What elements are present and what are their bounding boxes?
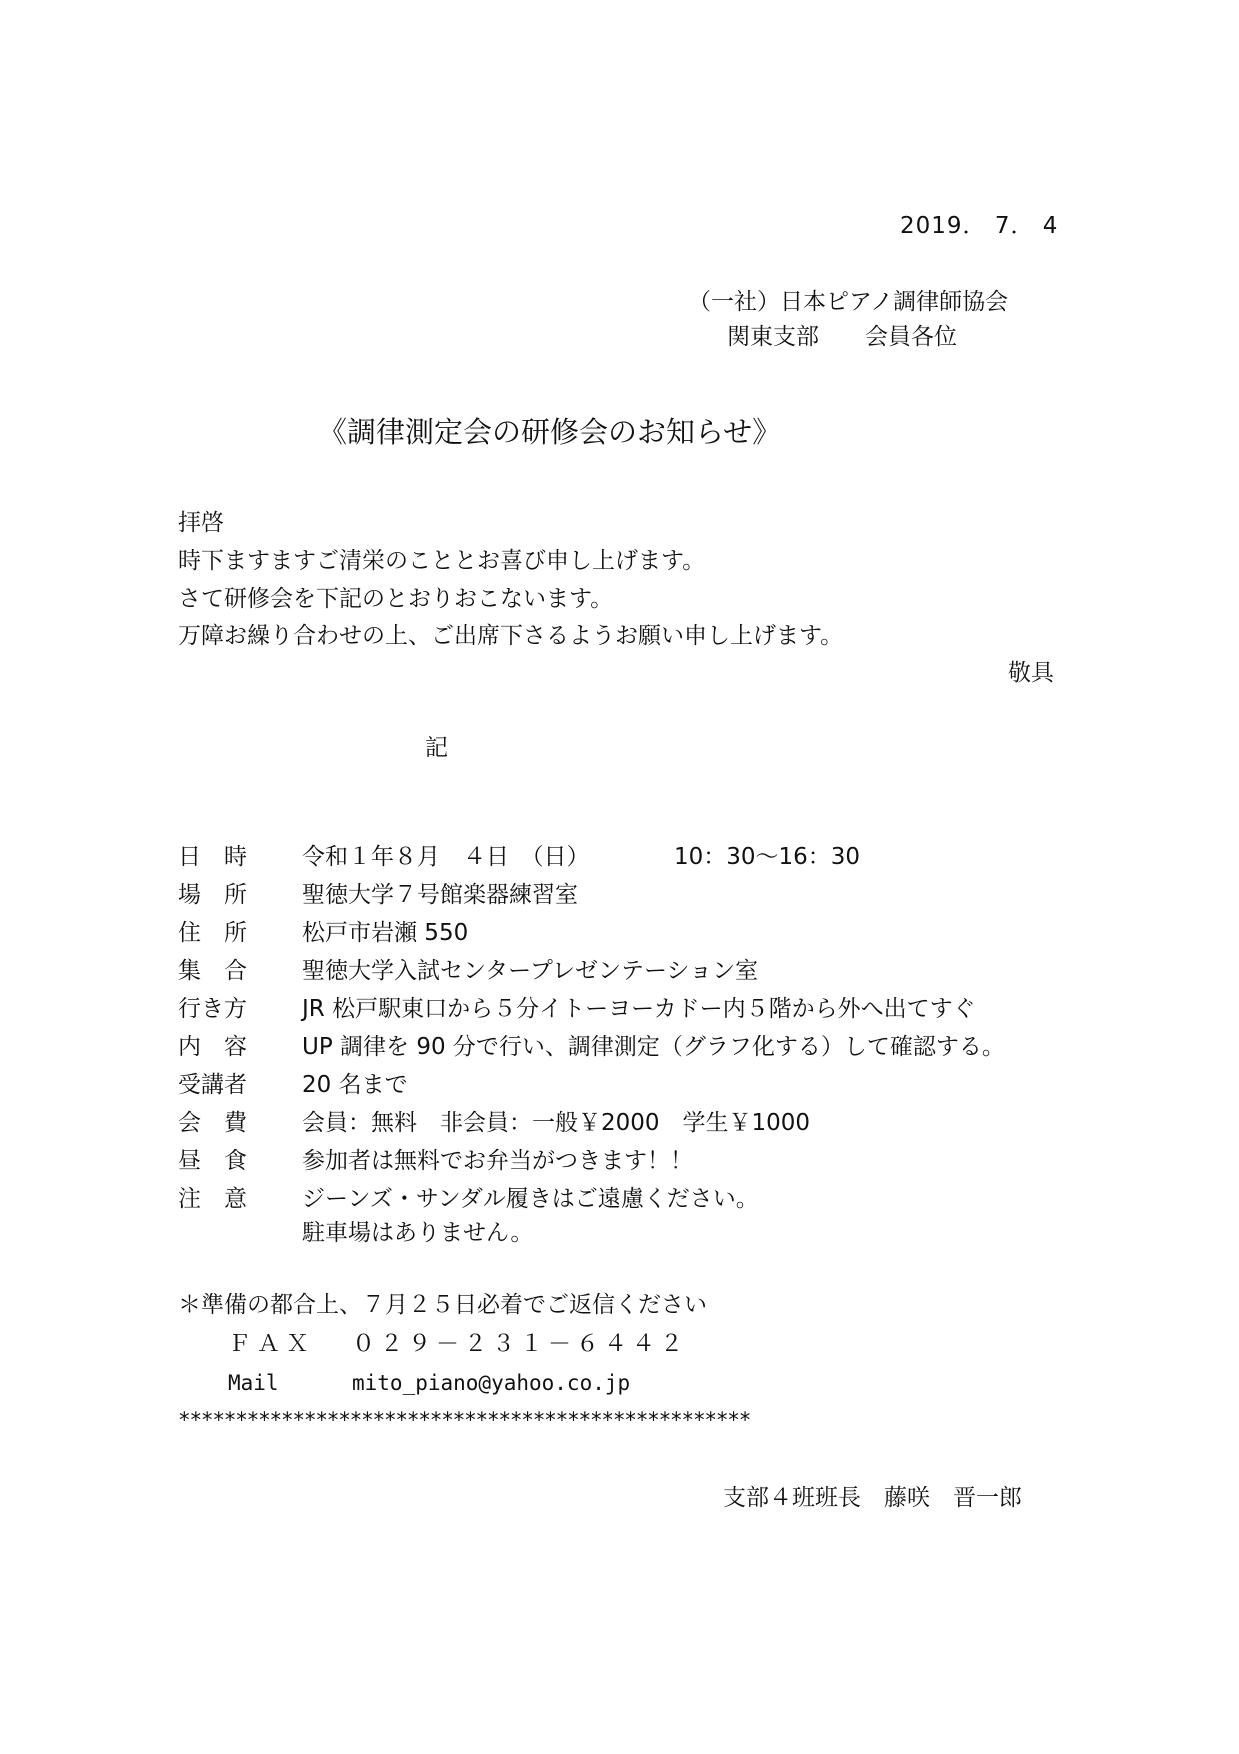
detail-label: 住 所: [178, 920, 247, 946]
detail-row-notes: [178, 1184, 1078, 1222]
detail-value: UP 調律を 90 分で行い、調律測定（グラフ化する）して確認する。: [302, 1034, 1005, 1060]
detail-value: JR 松戸駅東口から５分イトーヨーカドー内５階から外へ出てすぐ: [302, 996, 976, 1022]
signature: 支部４班班長 藤咲 晋一郎: [723, 1485, 1022, 1511]
reply-note: ＊準備の都合上、７月２５日必着でご返信ください: [178, 1292, 707, 1318]
detail-value: ジーンズ・サンダル履きはご遠慮ください。: [302, 1186, 759, 1212]
detail-row-lunch: [178, 1146, 1078, 1184]
detail-row-attendees: [178, 1070, 1078, 1108]
detail-value: 会員：無料 非会員：一般￥2000 学生￥1000: [302, 1110, 811, 1136]
detail-value: 聖徳大学７号館楽器練習室: [302, 882, 578, 908]
body-line: 万障お繰り合わせの上、ご出席下さるようお願い申し上げます。: [178, 623, 844, 649]
document-date: 2019． 7． 4: [900, 213, 1059, 239]
detail-label: 会 費: [178, 1110, 247, 1136]
detail-row-meeting: [178, 956, 1078, 994]
detail-row-notes-continued: [178, 1218, 1078, 1252]
detail-row-content: [178, 1032, 1078, 1070]
detail-value: 20 名まで: [302, 1072, 408, 1098]
ki-heading: 記: [425, 735, 448, 761]
detail-label: 行き方: [178, 996, 247, 1022]
fax-label: ＦＡＸ: [228, 1331, 315, 1357]
closing: 敬具: [1008, 660, 1054, 686]
detail-label: 日 時: [178, 844, 247, 870]
body-line: さて研修会を下記のとおりおこないます。: [178, 586, 614, 612]
detail-value: 令和１年８月 ４日 （日）: [302, 844, 590, 870]
detail-value: 松戸市岩瀬 550: [302, 920, 469, 946]
detail-row-place: [178, 880, 1078, 918]
detail-label: 注 意: [178, 1186, 247, 1212]
organization-name: （一社）日本ピアノ調律師協会: [688, 289, 1009, 315]
detail-value: 参加者は無料でお弁当がつきます！！: [302, 1148, 693, 1174]
detail-label: 受講者: [178, 1072, 247, 1098]
detail-value: 聖徳大学入試センタープレゼンテーション室: [302, 958, 759, 984]
details-list: [178, 842, 1078, 1252]
document-title: 《調律測定会の研修会のお知らせ》: [318, 415, 782, 449]
detail-time: 10：30〜16：30: [674, 844, 861, 870]
detail-label: 場 所: [178, 882, 247, 908]
fax-number: ０２９－２３１－６４４２: [352, 1331, 688, 1357]
detail-label: 集 合: [178, 958, 247, 984]
mail-label: Mail: [228, 1371, 279, 1395]
detail-label: 内 容: [178, 1034, 247, 1060]
separator-line: **************************************************: [178, 1408, 751, 1432]
detail-row-directions: [178, 994, 1078, 1032]
detail-row-fee: [178, 1108, 1078, 1146]
mail-address: mito_piano@yahoo.co.jp: [352, 1371, 631, 1395]
detail-row-datetime: [178, 842, 1078, 880]
recipients: 関東支部 会員各位: [727, 324, 957, 350]
detail-value: 駐車場はありません。: [302, 1220, 534, 1246]
detail-row-address: [178, 918, 1078, 956]
body-line: 時下ますますご清栄のこととお喜び申し上げます。: [178, 548, 706, 574]
detail-label: 昼 食: [178, 1148, 247, 1174]
salutation: 拝啓: [178, 510, 224, 536]
